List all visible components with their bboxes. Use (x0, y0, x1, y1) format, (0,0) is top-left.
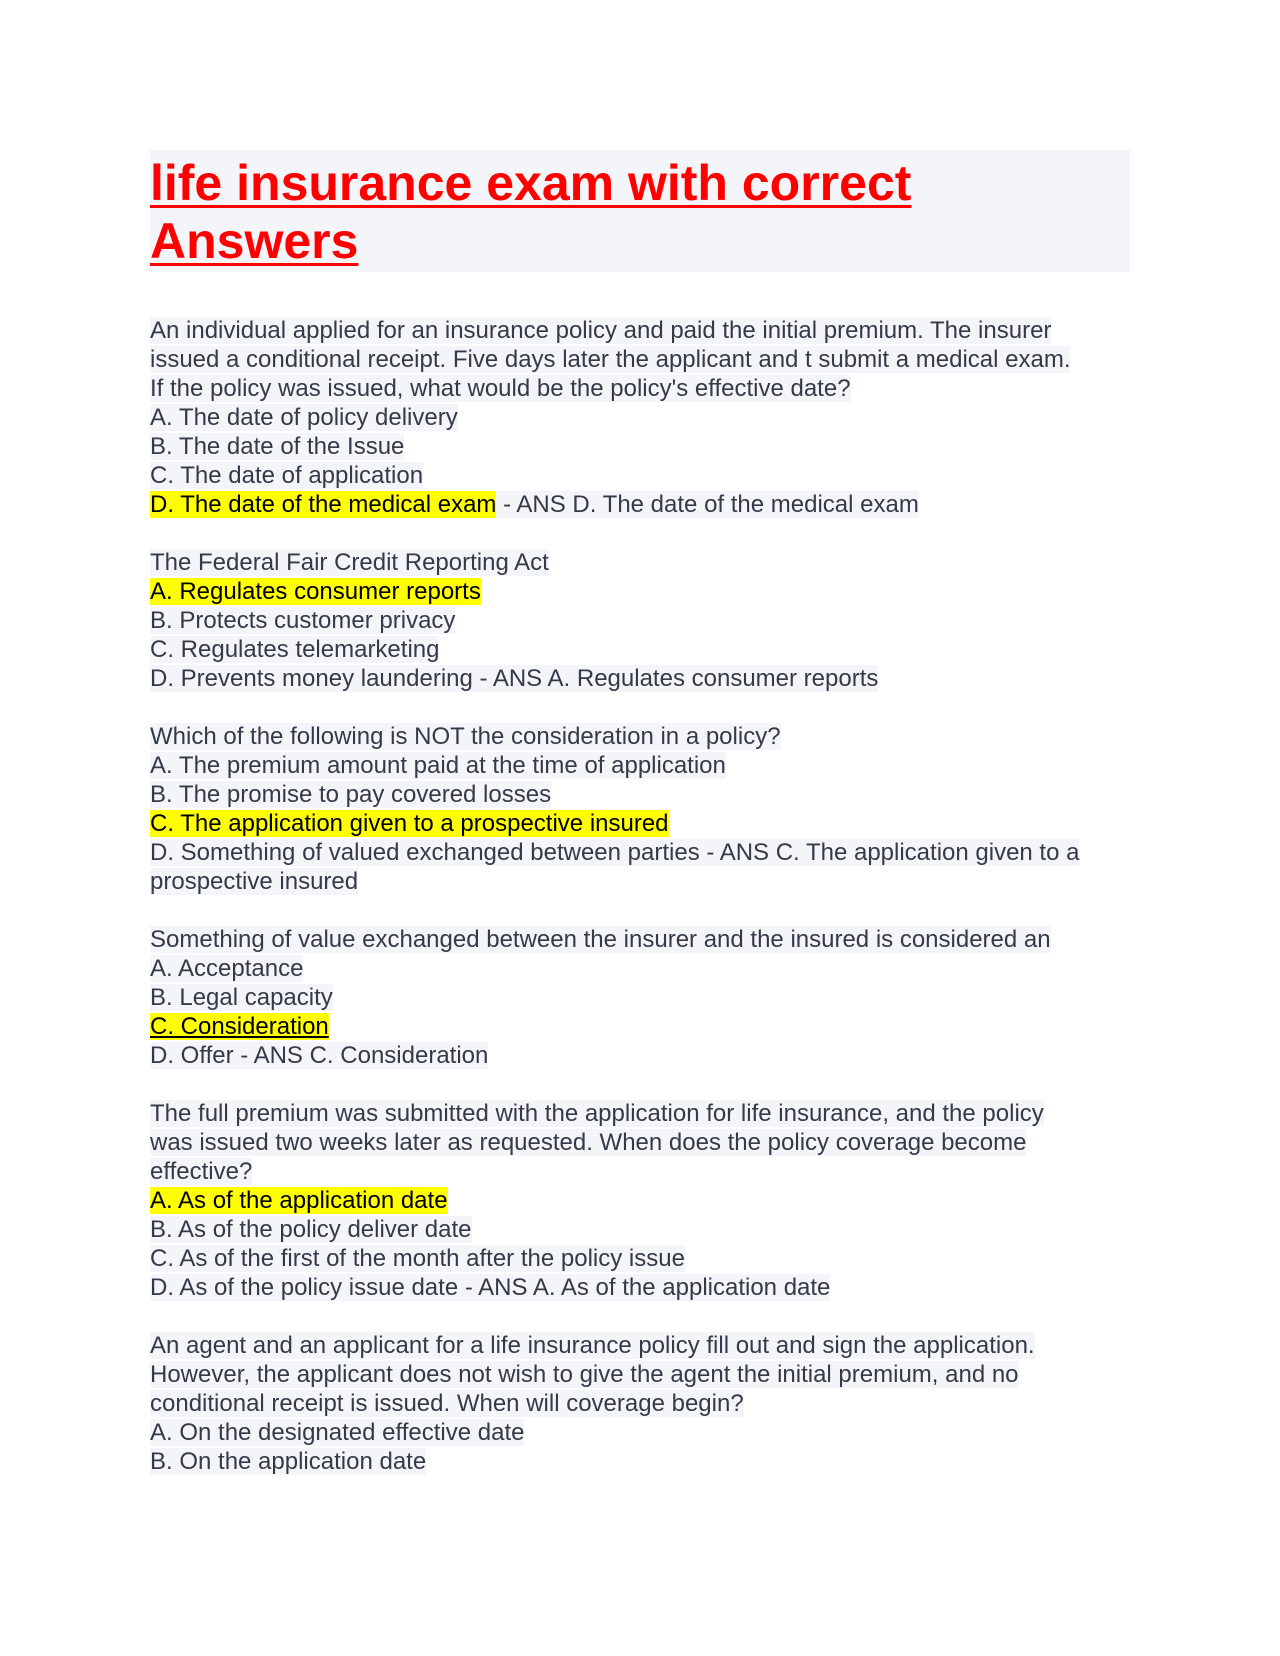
answer-option: A. On the designated effective date (150, 1419, 525, 1446)
answer-option: C. Regulates telemarketing (150, 636, 440, 663)
answer-option-with-key: D. As of the policy issue date - ANS A. As of the application date (150, 1274, 831, 1301)
question-4 (150, 925, 1130, 1070)
answer-option: B. The date of the Issue (150, 433, 405, 460)
answer-option-with-key: D. Something of valued exchanged between parties - ANS C. The application given to a (150, 839, 1080, 866)
answer-option: B. The promise to pay covered losses (150, 781, 552, 808)
answer-option-with-key (150, 490, 1130, 519)
question-stem: The full premium was submitted with the application for life insurance, and the policy (150, 1100, 1044, 1127)
answer-option-with-key: D. Offer - ANS C. Consideration (150, 1042, 489, 1069)
question-stem: If the policy was issued, what would be the policy's effective date? (150, 375, 851, 402)
answer-option: C. As of the first of the month after the policy issue (150, 1245, 685, 1272)
answer-key: - ANS D. The date of the medical exam (496, 491, 919, 518)
document-title (150, 154, 1130, 270)
question-6 (150, 1331, 1130, 1476)
question-1 (150, 316, 1130, 519)
question-stem: Something of value exchanged between the insurer and the insured is considered an (150, 926, 1051, 953)
question-stem: The Federal Fair Credit Reporting Act (150, 549, 549, 576)
question-stem: An agent and an applicant for a life insurance policy fill out and sign the application. (150, 1332, 1035, 1359)
question-5 (150, 1099, 1130, 1302)
correct-answer-highlight: A. As of the application date (150, 1187, 448, 1214)
question-stem: However, the applicant does not wish to give the agent the initial premium, and no (150, 1361, 1019, 1388)
answer-option: A. The date of policy delivery (150, 404, 458, 431)
answer-option: B. On the application date (150, 1448, 427, 1475)
question-stem: conditional receipt is issued. When will coverage begin? (150, 1390, 744, 1417)
answer-key-continued: prospective insured (150, 868, 359, 895)
question-stem: effective? (150, 1158, 253, 1185)
answer-option: A. The premium amount paid at the time of application (150, 752, 726, 779)
document-page (150, 150, 1130, 1505)
question-stem: Which of the following is NOT the consideration in a policy? (150, 723, 781, 750)
answer-option: A. Acceptance (150, 955, 304, 982)
answer-option (150, 1186, 1130, 1215)
correct-answer-highlight: C. The application given to a prospective insured (150, 810, 669, 837)
answer-option: C. The date of application (150, 462, 424, 489)
answer-option: B. Legal capacity (150, 984, 333, 1011)
title-box (150, 150, 1130, 272)
title-line-2: Answers (150, 213, 359, 269)
correct-answer-highlight: C. Consideration (150, 1013, 329, 1040)
answer-option: B. As of the policy deliver date (150, 1216, 472, 1243)
question-3 (150, 722, 1130, 896)
answer-option: B. Protects customer privacy (150, 607, 456, 634)
answer-option-with-key: D. Prevents money laundering - ANS A. Regulates consumer reports (150, 665, 879, 692)
answer-option (150, 577, 1130, 606)
question-stem: An individual applied for an insurance policy and paid the initial premium. The insurer (150, 317, 1052, 344)
answer-option (150, 809, 1130, 838)
answer-option (150, 1012, 1130, 1041)
question-stem: issued a conditional receipt. Five days later the applicant and t submit a medical exam. (150, 346, 1071, 373)
question-2 (150, 548, 1130, 693)
question-stem: was issued two weeks later as requested. When does the policy coverage become (150, 1129, 1027, 1156)
correct-answer-highlight: A. Regulates consumer reports (150, 578, 481, 605)
correct-answer-highlight: D. The date of the medical exam (150, 491, 497, 518)
title-line-1: life insurance exam with correct (150, 155, 912, 211)
